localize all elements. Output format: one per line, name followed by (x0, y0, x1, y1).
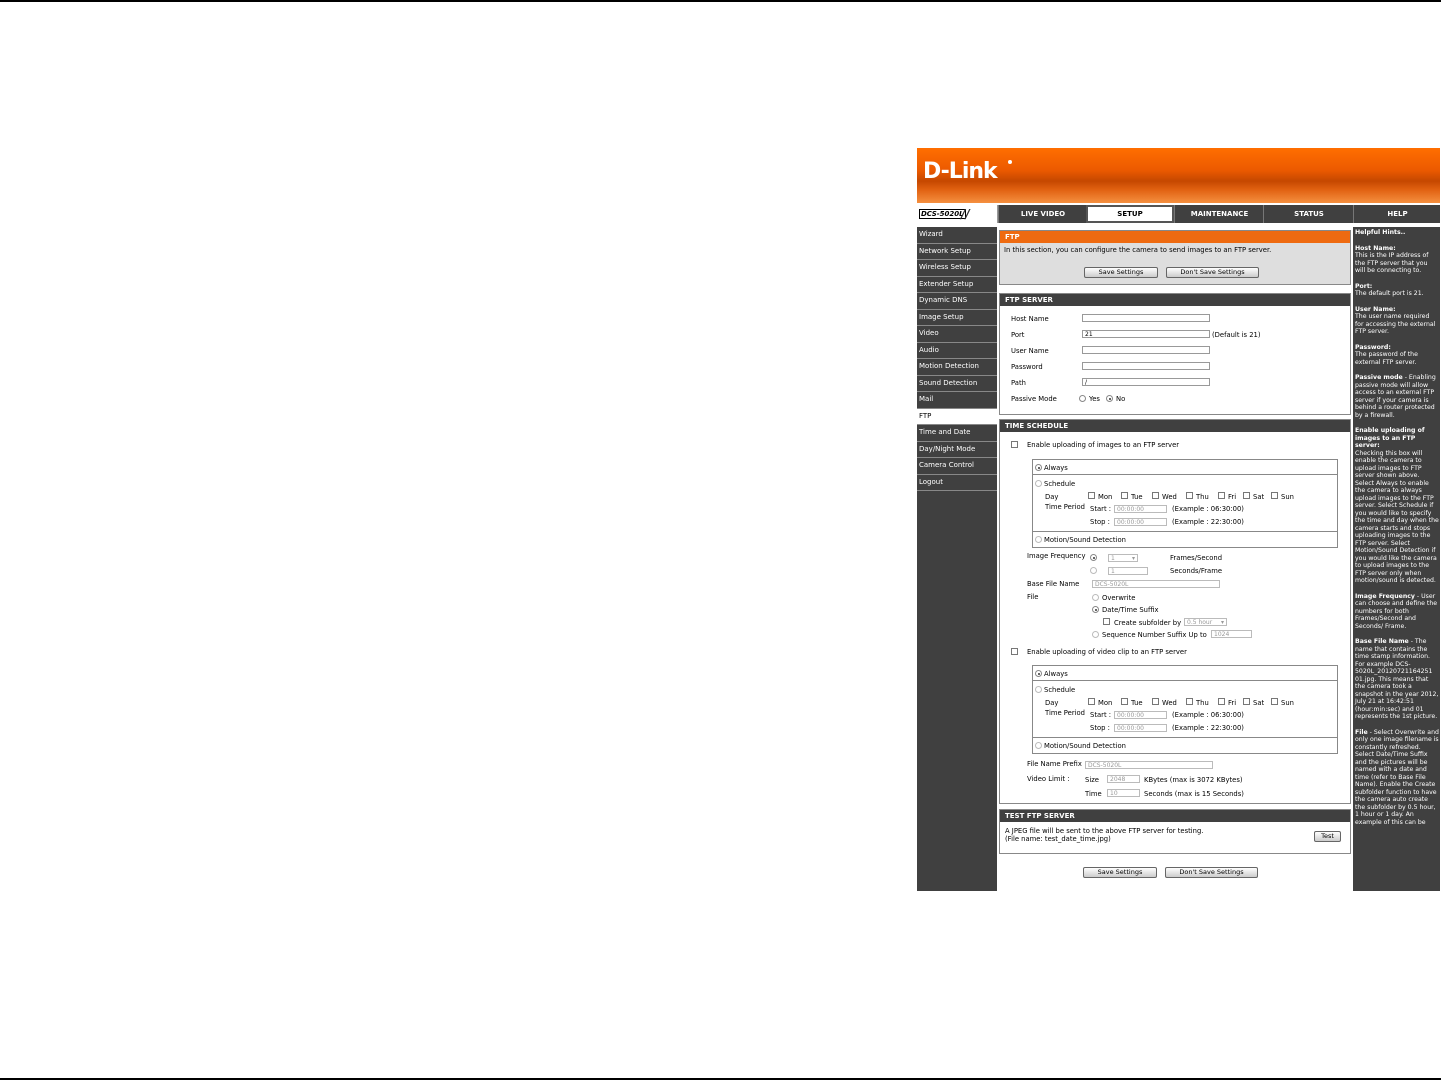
video-day-label-sun: Sun (1281, 699, 1294, 707)
path-label: Path (1011, 379, 1026, 387)
day-checkbox-mon[interactable] (1088, 492, 1095, 499)
dont-save-settings-button-bottom[interactable]: Don't Save Settings (1165, 867, 1258, 878)
enable-video-upload-label: Enable uploading of video clip to an FTP server (1027, 648, 1187, 656)
size-label: Size (1085, 776, 1099, 784)
sequence-number-radio[interactable] (1092, 631, 1099, 638)
dont-save-settings-button-top[interactable]: Don't Save Settings (1166, 267, 1259, 278)
video-day-checkbox-mon[interactable] (1088, 698, 1095, 705)
overwrite-label: Overwrite (1102, 594, 1136, 602)
video-day-checkbox-thu[interactable] (1186, 698, 1193, 705)
day-label-fri: Fri (1228, 493, 1237, 501)
enable-image-upload-checkbox[interactable] (1011, 441, 1018, 448)
sequence-number-input[interactable]: 1024 (1211, 630, 1252, 638)
video-day-checkbox-sat[interactable] (1243, 698, 1250, 705)
video-schedule-group (1032, 665, 1338, 754)
port-label: Port (1011, 331, 1025, 339)
sidebar-item-camera-control[interactable]: Camera Control (917, 458, 997, 475)
ftp-intro-panel (999, 230, 1351, 285)
image-motion-radio[interactable] (1035, 536, 1042, 543)
day-checkbox-sat[interactable] (1243, 492, 1250, 499)
size-hint: KBytes (max is 3072 KBytes) (1144, 776, 1243, 784)
video-day-label-tue: Tue (1131, 699, 1143, 707)
test-ftp-line1: A JPEG file will be sent to the above FTP server for testing. (1005, 827, 1204, 835)
tab-status[interactable]: STATUS (1263, 205, 1354, 223)
test-ftp-panel (999, 809, 1351, 854)
help-port-body: The default port is 21. (1355, 290, 1424, 297)
time-hint: Seconds (max is 15 Seconds) (1144, 790, 1244, 798)
help-password-head: Password: (1355, 343, 1391, 351)
create-subfolder-checkbox[interactable] (1103, 618, 1110, 625)
help-enable-upload-body: Checking this box will enable the camera to upload images to FTP server shown above. Select Always to enable the camera to always upload images to the FTP server. Select Schedule if you would like to specify the time and day when the camera starts and stops uploading images to the FTP server. Select Motion/Sound Detection if you would like the camera to upload images to the FTP server only when motion/sound is detected. (1355, 449, 1439, 584)
date-time-suffix-label: Date/Time Suffix (1102, 606, 1159, 614)
video-always-radio[interactable] (1035, 670, 1042, 677)
video-day-checkbox-sun[interactable] (1271, 698, 1278, 705)
help-passive-body: - Enabling passive mode will allow access to an external FTP server if your camera is behind a router protected by a firewall. (1355, 374, 1436, 419)
video-motion-label: Motion/Sound Detection (1044, 742, 1126, 750)
test-button[interactable]: Test (1314, 831, 1341, 842)
enable-image-upload-label: Enable uploading of images to an FTP server (1027, 441, 1180, 449)
sidebar-item-mail[interactable]: Mail (917, 392, 997, 409)
video-day-label-sat: Sat (1253, 699, 1265, 707)
tab-setup[interactable]: SETUP (1086, 205, 1174, 223)
image-schedule-radio[interactable] (1035, 480, 1042, 487)
day-label-thu: Thu (1196, 493, 1209, 501)
image-start-time-input[interactable]: 00:00:00 (1114, 505, 1167, 513)
ftp-intro-title: FTP (1000, 231, 1350, 243)
video-time-period-label: Time Period (1045, 709, 1085, 717)
video-schedule-label: Schedule (1044, 686, 1076, 694)
save-settings-button-top[interactable]: Save Settings (1084, 267, 1158, 278)
ftp-server-panel (999, 293, 1351, 415)
day-checkbox-fri[interactable] (1218, 492, 1225, 499)
day-label-sat: Sat (1253, 493, 1265, 501)
video-stop-time-input[interactable]: 00:00:00 (1114, 724, 1167, 732)
video-day-checkbox-tue[interactable] (1121, 698, 1128, 705)
help-title: Helpful Hints.. (1355, 229, 1406, 236)
base-file-name-label: Base File Name (1027, 580, 1080, 588)
sidebar-item-extender-setup[interactable]: Extender Setup (917, 277, 997, 294)
tab-help[interactable]: HELP (1353, 205, 1440, 223)
password-label: Password (1011, 363, 1043, 371)
day-label: Day (1045, 493, 1059, 501)
video-limit-label: Video Limit : (1027, 775, 1070, 783)
video-start-time-input[interactable]: 00:00:00 (1114, 711, 1167, 719)
image-motion-label: Motion/Sound Detection (1044, 536, 1126, 544)
date-time-suffix-radio[interactable] (1092, 606, 1099, 613)
file-label: File (1027, 593, 1039, 601)
video-schedule-radio[interactable] (1035, 686, 1042, 693)
time-label: Time (1085, 790, 1102, 798)
day-checkbox-sun[interactable] (1271, 492, 1278, 499)
port-default-hint: (Default is 21) (1212, 331, 1261, 339)
image-schedule-label: Schedule (1044, 480, 1076, 488)
subfolder-select[interactable]: 0.5 hour ▾ (1184, 618, 1227, 626)
fps-unit-label: Frames/Second (1170, 554, 1223, 562)
video-start-example: (Example : 06:30:00) (1172, 711, 1244, 719)
fps-radio[interactable] (1090, 554, 1097, 561)
time-schedule-title: TIME SCHEDULE (1000, 420, 1350, 432)
sidebar-item-day-night-mode[interactable]: Day/Night Mode (917, 442, 997, 459)
passive-no-label: No (1116, 395, 1126, 403)
page-top-rule (0, 0, 1441, 2)
sidebar (917, 227, 997, 891)
video-day-label-fri: Fri (1228, 699, 1237, 707)
sidebar-item-sound-detection[interactable]: Sound Detection (917, 376, 997, 393)
video-start-label: Start : (1090, 711, 1112, 719)
help-base-file-name-head: Base File Name (1355, 638, 1409, 645)
video-day-label: Day (1045, 699, 1059, 707)
divider (1033, 531, 1337, 532)
test-ftp-line2: (File name: test_date_time.jpg) (1005, 835, 1111, 843)
help-user-name-head: User Name: (1355, 305, 1396, 313)
sidebar-item-network-setup[interactable]: Network Setup (917, 244, 997, 261)
stop-example: (Example : 22:30:00) (1172, 518, 1244, 526)
image-stop-time-input[interactable]: 00:00:00 (1114, 518, 1167, 526)
start-label: Start : (1090, 505, 1112, 513)
model-badge (917, 205, 998, 223)
slash-decoration-icon: // (961, 207, 970, 221)
base-file-name-input[interactable]: DCS-5020L (1092, 580, 1220, 588)
overwrite-radio[interactable] (1092, 594, 1099, 601)
dlink-logo: D-Link (923, 159, 997, 184)
day-label-wed: Wed (1162, 493, 1177, 501)
page-bottom-rule (0, 1078, 1441, 1080)
header-banner (917, 148, 1440, 203)
video-day-label-mon: Mon (1098, 699, 1113, 707)
image-frequency-label: Image Frequency (1027, 552, 1086, 560)
spf-radio[interactable] (1090, 567, 1097, 574)
fps-select[interactable]: 1 ▾ (1108, 554, 1138, 562)
video-always-label: Always (1044, 670, 1068, 678)
tab-maintenance[interactable]: MAINTENANCE (1174, 205, 1264, 223)
day-checkbox-thu[interactable] (1186, 492, 1193, 499)
sidebar-item-dynamic-dns[interactable]: Dynamic DNS (917, 293, 997, 310)
sidebar-item-video[interactable]: Video (917, 326, 997, 343)
image-schedule-group (1032, 459, 1338, 548)
passive-yes-label: Yes (1089, 395, 1100, 403)
video-stop-example: (Example : 22:30:00) (1172, 724, 1244, 732)
passive-yes-radio[interactable] (1079, 395, 1086, 402)
divider (1033, 737, 1337, 738)
video-stop-label: Stop : (1090, 724, 1110, 732)
help-file-head: File (1355, 728, 1368, 736)
top-nav (917, 205, 1440, 223)
day-checkbox-tue[interactable] (1121, 492, 1128, 499)
video-day-checkbox-fri[interactable] (1218, 698, 1225, 705)
sidebar-item-time-and-date[interactable]: Time and Date (917, 425, 997, 442)
sidebar-item-audio[interactable]: Audio (917, 343, 997, 360)
help-host-name-head: Host Name: (1355, 244, 1396, 252)
video-motion-radio[interactable] (1035, 742, 1042, 749)
day-checkbox-wed[interactable] (1152, 492, 1159, 499)
video-day-label-wed: Wed (1162, 699, 1177, 707)
image-always-label: Always (1044, 464, 1068, 472)
sidebar-item-motion-detection[interactable]: Motion Detection (917, 359, 997, 376)
help-port-head: Port: (1355, 282, 1373, 290)
help-passive-head: Passive mode (1355, 374, 1403, 381)
main-content (999, 227, 1351, 891)
sidebar-item-wireless-setup[interactable]: Wireless Setup (917, 260, 997, 277)
password-input[interactable] (1082, 362, 1210, 370)
video-day-label-thu: Thu (1196, 699, 1209, 707)
video-time-input[interactable]: 10 (1107, 789, 1140, 797)
spf-unit-label: Seconds/Frame (1170, 567, 1223, 575)
ftp-server-title: FTP SERVER (1000, 294, 1350, 306)
sequence-number-label: Sequence Number Suffix Up to (1102, 631, 1207, 639)
file-name-prefix-label: File Name Prefix (1027, 760, 1082, 768)
help-image-frequency-head: Image Frequency (1355, 592, 1415, 600)
help-base-file-name-body: - The name that contains the time stamp information. For example DCS-5020L_20120721164251 01.jpg. This means that the camera took a snapshot in the year 2012, July 21 at 16:42:51 (hour:min:sec) and 01 represents the 1st picture. (1355, 638, 1439, 720)
spf-input[interactable]: 1 (1108, 567, 1148, 575)
sidebar-item-logout[interactable]: Logout (917, 475, 997, 492)
video-day-checkbox-wed[interactable] (1152, 698, 1159, 705)
user-name-label: User Name (1011, 347, 1049, 355)
day-label-mon: Mon (1098, 493, 1113, 501)
help-image-frequency-body: - User can choose and define the numbers for both Frames/Second and Seconds/ Frame. (1355, 592, 1438, 630)
time-schedule-panel (999, 419, 1351, 804)
help-enable-upload-head: Enable uploading of images to an FTP server: (1355, 427, 1425, 449)
start-example: (Example : 06:30:00) (1172, 505, 1244, 513)
divider (1033, 680, 1337, 681)
create-subfolder-label: Create subfolder by (1114, 619, 1182, 627)
logo-dot-icon (1008, 160, 1012, 164)
camera-web-ui-screenshot (917, 148, 1440, 891)
tab-live-video[interactable]: LIVE VIDEO (998, 205, 1087, 223)
sidebar-item-image-setup[interactable]: Image Setup (917, 310, 997, 327)
host-name-input[interactable] (1082, 314, 1210, 322)
passive-mode-label: Passive Mode (1011, 395, 1057, 403)
enable-video-upload-checkbox[interactable] (1011, 648, 1018, 655)
help-file-body: - Select Overwrite and only one image filename is constantly refreshed. Select Date/Time Suffix and the pictures will be named with a date and time (refer to Base File Name). Enable the Create subfolder function to have the camera auto create the subfolder by 0.5 hour, 1 hour or 1 day. An example of this can be (1355, 728, 1439, 826)
model-label: DCS-5020L (921, 210, 964, 218)
help-panel (1353, 227, 1440, 891)
ftp-intro-description: In this section, you can configure the camera to send images to an FTP server. (1004, 246, 1272, 254)
image-always-radio[interactable] (1035, 464, 1042, 471)
day-label-tue: Tue (1131, 493, 1143, 501)
help-host-name-body: This is the IP address of the FTP server that you will be connecting to. (1355, 252, 1429, 274)
help-password-body: The password of the external FTP server. (1355, 351, 1418, 366)
time-period-label: Time Period (1045, 503, 1085, 511)
user-name-input[interactable] (1082, 346, 1210, 354)
save-settings-button-bottom[interactable]: Save Settings (1083, 867, 1157, 878)
sidebar-item-ftp[interactable]: FTP (917, 409, 997, 426)
help-user-name-body: The user name required for accessing the external FTP server. (1355, 313, 1436, 335)
test-ftp-title: TEST FTP SERVER (1000, 810, 1350, 822)
port-input[interactable]: 21 (1082, 330, 1210, 338)
divider (1033, 474, 1337, 475)
file-name-prefix-input[interactable]: DCS-5020L (1085, 761, 1213, 769)
day-label-sun: Sun (1281, 493, 1294, 501)
host-name-label: Host Name (1011, 315, 1049, 323)
path-input[interactable]: / (1082, 378, 1210, 386)
passive-no-radio[interactable] (1106, 395, 1113, 402)
sidebar-item-wizard[interactable]: Wizard (917, 227, 997, 244)
video-size-input[interactable]: 2048 (1107, 775, 1140, 783)
stop-label: Stop : (1090, 518, 1110, 526)
